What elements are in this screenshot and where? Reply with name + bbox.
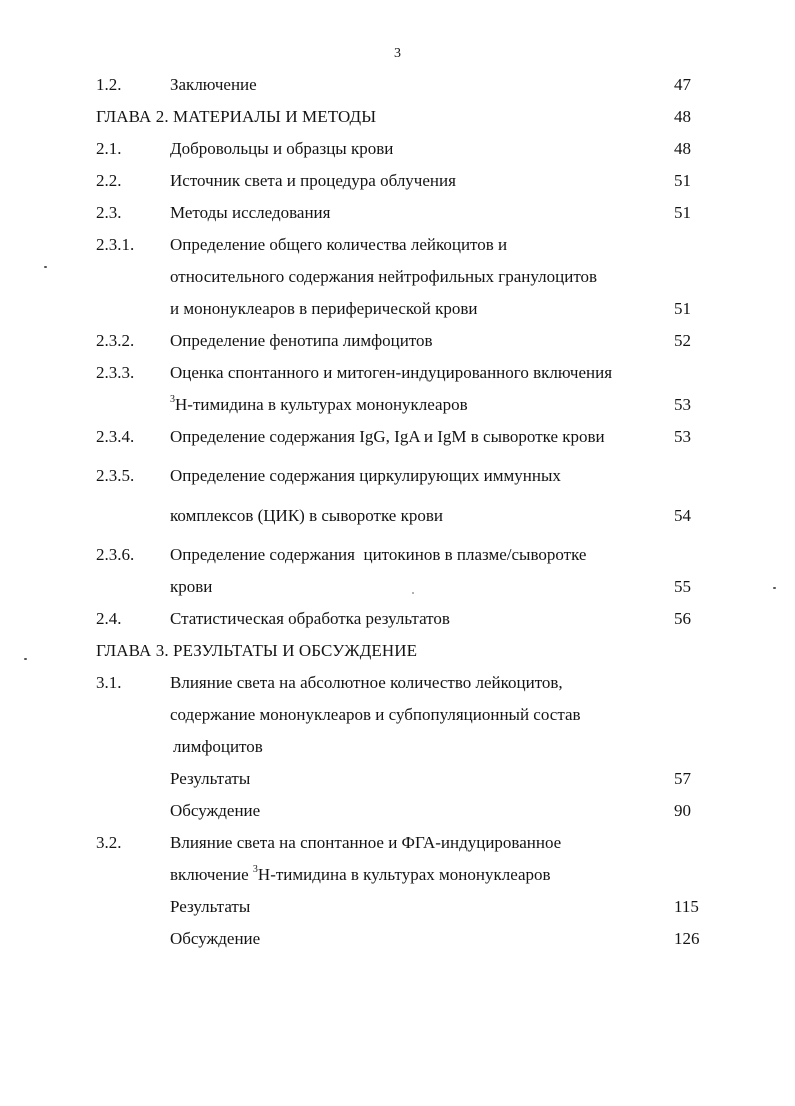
toc-title: Определение фенотипа лимфоцитов [170, 331, 433, 350]
toc-title-line: и мононуклеаров в периферической крови [170, 299, 478, 318]
toc-number: 3.2. [96, 833, 122, 852]
toc-number: 2.3.6. [96, 545, 135, 564]
toc-number: 2.3.1. [96, 235, 135, 254]
toc-entry-3-1 [0, 672, 795, 694]
toc-entry-2-1 [0, 138, 795, 160]
toc-entry-3-2-cont [0, 864, 795, 886]
toc-page: 51 [674, 299, 691, 318]
toc-page: 48 [674, 107, 691, 126]
toc-entry-2-3-5 [0, 465, 795, 487]
toc-entry-3-1-cont [0, 736, 795, 758]
toc-entry-2-4 [0, 608, 795, 630]
toc-title-line: Определение содержания цитокинов в плазме/сыворотке [170, 545, 587, 564]
toc-title: Определение содержания IgG, IgA и IgM в сыворотке крови [170, 427, 605, 446]
toc-title: Результаты [170, 897, 251, 916]
scan-speck [24, 658, 27, 660]
toc-page: 51 [674, 171, 691, 190]
toc-entry-3-1-cont [0, 704, 795, 726]
toc-page: 52 [674, 331, 691, 350]
toc-page: 53 [674, 427, 691, 446]
toc-page: 115 [674, 897, 699, 916]
toc-title-line: Влияние света на абсолютное количество лейкоцитов, [170, 673, 563, 692]
toc-entry-3-2 [0, 832, 795, 854]
superscript: 3 [170, 394, 175, 406]
toc-title-line: комплексов (ЦИК) в сыворотке крови [170, 506, 443, 525]
toc-title: Статистическая обработка результатов [170, 609, 450, 628]
toc-page: 51 [674, 203, 691, 222]
toc-title-line: Оценка спонтанного и митоген-индуцированного включения [170, 363, 613, 382]
toc-chapter-2 [0, 106, 795, 128]
chapter-title: ГЛАВА 2. МАТЕРИАЛЫ И МЕТОДЫ [96, 107, 377, 126]
toc-entry-2-3-4 [0, 426, 795, 448]
scan-speck [412, 592, 414, 594]
chapter-title: ГЛАВА 3. РЕЗУЛЬТАТЫ И ОБСУЖДЕНИЕ [96, 641, 418, 660]
toc-page: 48 [674, 139, 691, 158]
toc-title-line [170, 394, 468, 416]
scan-speck [44, 266, 47, 268]
toc-title-text: Н-тимидина в культурах мононуклеаров [257, 865, 551, 884]
toc-number: 2.3.2. [96, 331, 135, 350]
toc-entry-2-3-3 [0, 362, 795, 384]
toc-title: Обсуждение [170, 801, 261, 820]
toc-page: 54 [674, 506, 691, 525]
toc-number: 2.2. [96, 171, 122, 190]
toc-number: 2.1. [96, 139, 122, 158]
toc-page: 126 [674, 929, 700, 948]
toc-title-line: Определение общего количества лейкоцитов и [170, 235, 508, 254]
toc-entry-2-3-6 [0, 544, 795, 566]
toc-number: 2.3.4. [96, 427, 135, 446]
toc-title: Обсуждение [170, 929, 261, 948]
toc-number: 3.1. [96, 673, 122, 692]
toc-title-line [170, 864, 551, 886]
toc-entry-2-3-3-cont [0, 394, 795, 416]
toc-subentry-discussion [0, 928, 795, 950]
toc-title-line: содержание мононуклеаров и субпопуляционный состав [170, 705, 581, 724]
toc-number: 2.3.3. [96, 363, 135, 382]
toc-title-text: включение [170, 865, 253, 884]
toc-title: Методы исследования [170, 203, 331, 222]
toc-entry-2-3-1-cont [0, 266, 795, 288]
toc-subentry-discussion [0, 800, 795, 822]
toc-entry-2-3-2 [0, 330, 795, 352]
toc-entry-2-3-1 [0, 234, 795, 256]
toc-page: 56 [674, 609, 691, 628]
toc-entry-2-3-1-cont [0, 298, 795, 320]
toc-number: 2.4. [96, 609, 122, 628]
toc-entry-2-3 [0, 202, 795, 224]
toc-page: 47 [674, 75, 691, 94]
toc-entry-2-3-6-cont [0, 576, 795, 598]
toc-entry-2-2 [0, 170, 795, 192]
toc-title: Добровольцы и образцы крови [170, 139, 394, 158]
toc-title-line: крови [170, 577, 213, 596]
toc-title: Заключение [170, 75, 257, 94]
toc-page: 90 [674, 801, 691, 820]
toc-number: 2.3. [96, 203, 122, 222]
toc-title-line: относительного содержания нейтрофильных гранулоцитов [170, 267, 598, 286]
toc-title-line: Влияние света на спонтанное и ФГА-индуцированное [170, 833, 562, 852]
toc-title: Источник света и процедура облучения [170, 171, 456, 190]
toc-number: 1.2. [96, 75, 122, 94]
toc-subentry-results [0, 768, 795, 790]
toc-title: Результаты [170, 769, 251, 788]
toc-entry-1-2 [0, 74, 795, 96]
toc-subentry-results [0, 896, 795, 918]
toc-title-line: лимфоцитов [173, 737, 263, 756]
toc-title-line: Определение содержания циркулирующих иммунных [170, 466, 561, 485]
toc-page: 55 [674, 577, 691, 596]
superscript: 3 [252, 864, 258, 876]
toc-page: 53 [674, 395, 691, 414]
toc-chapter-3 [0, 640, 795, 662]
toc-page: 57 [674, 769, 691, 788]
toc-entry-2-3-5-cont [0, 505, 795, 527]
scan-speck [773, 587, 776, 589]
page-number: 3 [394, 46, 401, 61]
toc-number: 2.3.5. [96, 466, 135, 485]
toc-title-text: Н-тимидина в культурах мононуклеаров [175, 395, 468, 414]
